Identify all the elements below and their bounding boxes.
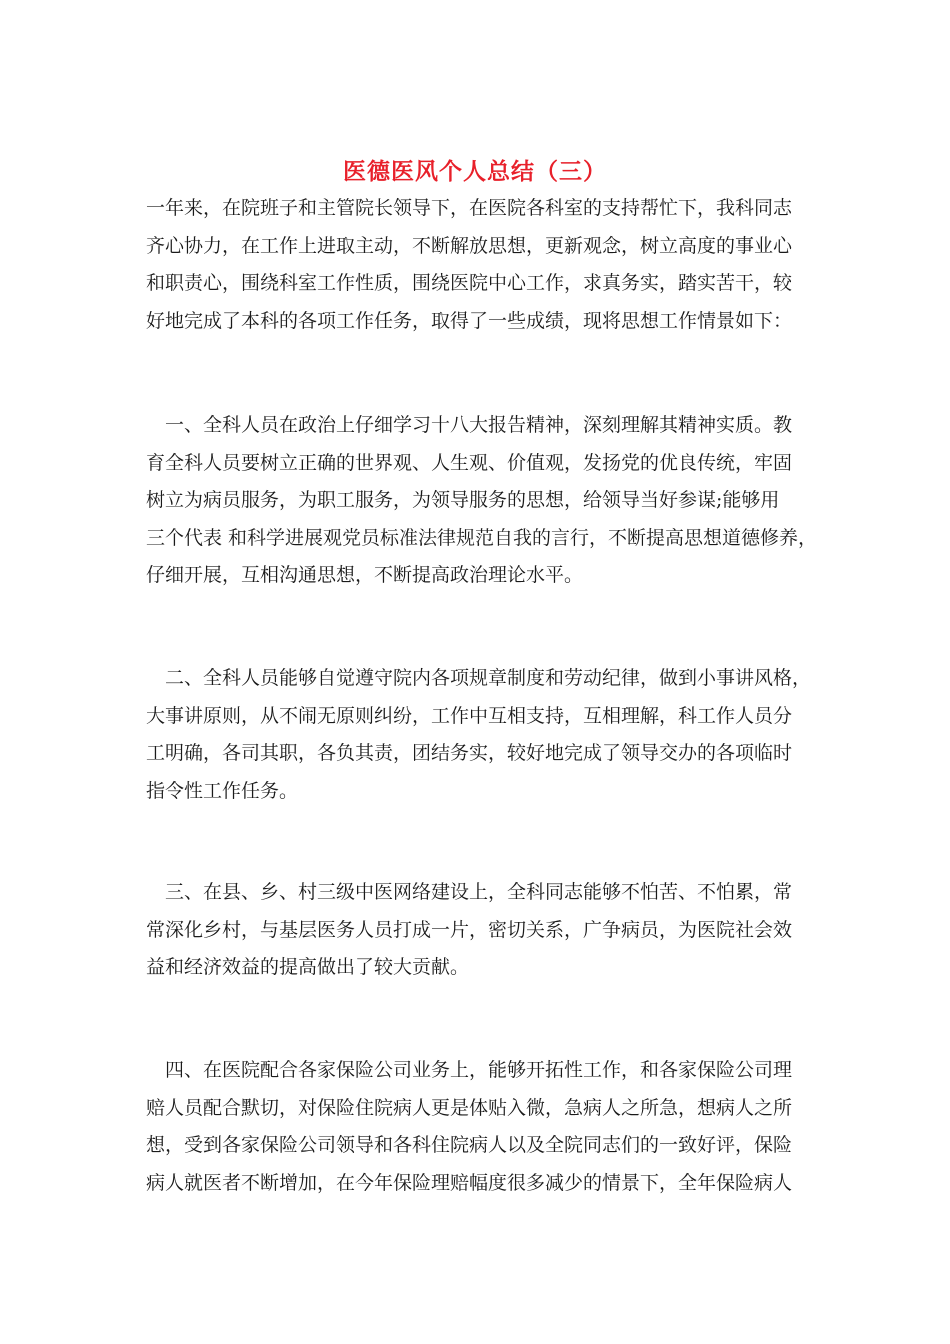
paragraph-line: 指令性工作任务。: [146, 779, 299, 802]
paragraph-line: 工明确，各司其职，各负其责，团结务实，较好地完成了领导交办的各项临时: [146, 742, 793, 764]
paragraph-line: 和职责心，围绕科室工作性质，围绕医院中心工作，求真务实，踏实苦干，较: [146, 272, 793, 294]
document-title: 医德医风个人总结（三）: [343, 158, 607, 185]
paragraph-intro: [146, 190, 826, 340]
paragraph-line: 三个代表 和科学进展观党员标准法律规范自我的言行，不断提高思想道德修养，: [146, 526, 818, 549]
paragraph-line: 大事讲原则，从不闹无原则纠纷，工作中互相支持，互相理解，科工作人员分: [146, 704, 793, 727]
paragraph-line: 常深化乡村，与基层医务人员打成一片，密切关系，广争病员，为医院社会效: [146, 918, 793, 941]
paragraph-line: 病人就医者不断增加，在今年保险理赔幅度很多减少的情景下，全年保险病人: [146, 1171, 793, 1194]
paragraph-line: 益和经济效益的提高做出了较大贡献。: [146, 956, 470, 978]
paragraph-line: 好地完成了本科的各项工作任务，取得了一些成绩，现将思想工作情景如下：: [146, 309, 793, 332]
paragraph-line: 仔细开展，互相沟通思想，不断提高政治理论水平。: [146, 564, 584, 586]
paragraph-section-4: [146, 1052, 826, 1202]
paragraph-line: 树立为病员服务，为职工服务，为领导服务的思想，给领导当好参谋;能够用: [146, 489, 780, 511]
paragraph-line: 赔人员配合默切，对保险住院病人更是体贴入微，急病人之所急，想病人之所: [146, 1096, 793, 1119]
paragraph-line: 育全科人员要树立正确的世界观、人生观、价值观，发扬党的优良传统，牢固: [146, 451, 793, 474]
paragraph-line: 三、在县、乡、村三级中医网络建设上，全科同志能够不怕苦、不怕累，常: [146, 881, 793, 903]
paragraph-line: 一年来，在院班子和主管院长领导下，在医院各科室的支持帮忙下，我科同志: [146, 197, 793, 219]
paragraph-line: 四、在医院配合各家保险公司业务上，能够开拓性工作，和各家保险公司理: [146, 1059, 793, 1081]
paragraph-line: 齐心协力，在工作上进取主动，不断解放思想，更新观念，树立高度的事业心: [146, 234, 793, 257]
paragraph-section-1: [146, 407, 826, 595]
paragraph-section-3: [146, 874, 826, 987]
paragraph-line: 二、全科人员能够自觉遵守院内各项规章制度和劳动纪律，做到小事讲风格，: [146, 667, 812, 689]
paragraph-section-2: [146, 660, 826, 810]
paragraph-line: 一、全科人员在政治上仔细学习十八大报告精神，深刻理解其精神实质。教: [146, 414, 793, 436]
paragraph-line: 想，受到各家保险公司领导和各科住院病人以及全院同志们的一致好评，保险: [146, 1134, 793, 1156]
